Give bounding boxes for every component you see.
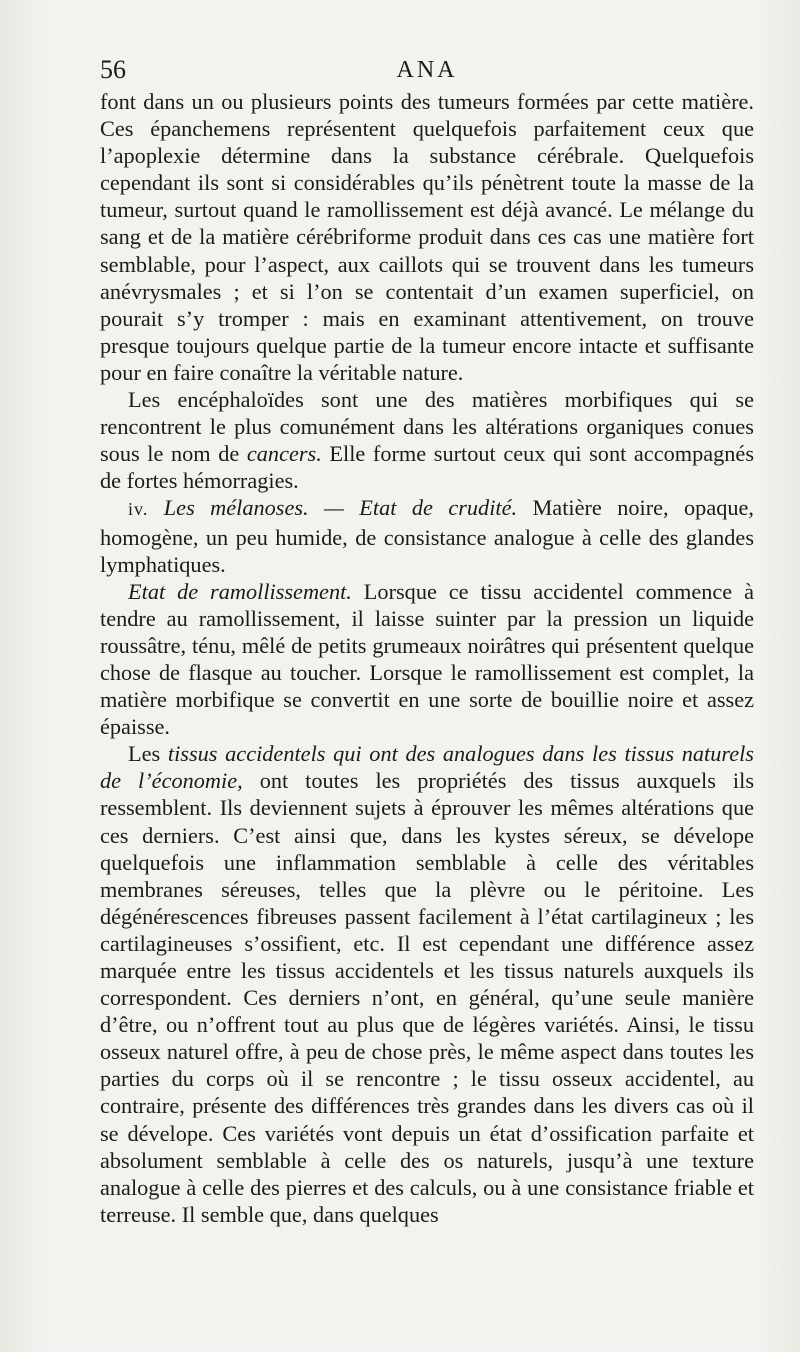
paragraph-5 — [100, 740, 754, 1228]
paragraph-3-italic: Les mélanoses. — Etat de crudité. — [163, 495, 518, 521]
paragraph-5-head: Les — [128, 741, 168, 767]
paragraph-2-italic: cancers. — [246, 441, 322, 467]
paragraph-4-italic: Etat de ramollissement. — [128, 578, 352, 604]
paragraph-1: font dans un ou plusieurs points des tumeurs formées par cette matière. Ces épanchemens représentent quelquefois parfaitement ceux que l’apoplexie détermine dans la substance cérébrale. Quelquefois cependant ils sont si considérables qu’ils pénètrent toute la masse de la tumeur, surtout quand le ramollissement est déjà avancé. Le mélange du sang et de la matière cérébriforme produit dans ces cas une matière fort semblable, pour l’aspect, aux caillots qui se trouvent dans les tumeurs anévrysmales ; et si l’on se contentait d’un examen superficiel, on pourait s’y tromper : mais en examinant attentivement, on trouve presque toujours quelque partie de la tumeur encore intacte et suffisante pour en faire conaître la véritable nature. — [100, 89, 754, 385]
paragraph-5-tail: ont toutes les propriétés des tissus auxquels ils ressemblent. Ils deviennent sujets à éprouver les mêmes altérations que ces derniers. C’est ainsi que, dans les kystes séreux, se dévelope quelquefois une inflammation semblable à celle des véritables membranes séreuses, telles que la plèvre ou le péritoine. Les dégénérescences fibreuses passent facilement à l’état cartilagineux ; les cartilagineuses s’ossifient, etc. Il est cependant une différence assez marquée entre les tissus accidentels et les tissus naturels auxquels ils correspondent. Ces derniers n’ont, en général, qu’une seule manière d’être, ou n’offrent tout au plus que de légères variétés. Ainsi, le tissu osseux naturel offre, à peu de chose près, le même aspect dans toutes les parties du corps où il se rencontre ; le tissu osseux accidentel, au contraire, présente des différences très grandes dans les divers cas où il se dévelope. Ces variétés vont depuis un état d’ossification parfaite et absolument semblable à celle des os naturels, jusqu’à une texture analogue à celle des pierres et des calculs, ou à une consistance friable et terreuse. Il semble que, dans quelques — [100, 768, 755, 1227]
page-number: 56 — [100, 55, 126, 84]
body-text — [100, 88, 754, 1228]
paragraph-2-text: Les encéphaloïdes sont une des matières morbifiques qui se rencontrent le plus comunément dans les altérations organiques conues sous le nom de — [100, 387, 754, 467]
section-numeral: iv. — [128, 499, 149, 520]
paragraph-5-italic: tissus accidentels qui ont des analogues dans les tissus naturels de l’économie, — [100, 741, 754, 794]
paragraph-2 — [100, 386, 754, 494]
paragraph-3 — [100, 494, 754, 577]
paragraph-3-tail: Matière noire, opaque, homogène, un peu humide, de consistance analogue à celle des glandes lymphatiques. — [100, 495, 754, 577]
running-head: ANA — [396, 57, 458, 83]
paragraph-4 — [100, 578, 754, 741]
paragraph-4-tail: Lorsque ce tissu accidentel commence à tendre au ramollissement, il laisse suinter par la pression un liquide roussâtre, ténu, mêlé de petits grumeaux noirâtres qui présentent quelque chose de flasque au toucher. Lorsque le ramollissement est complet, la matière morbifique se convertit en une sorte de bouillie noire et assez épaisse. — [100, 578, 754, 740]
page-header — [100, 54, 754, 86]
paragraph-2-tail: Elle forme surtout ceux qui sont accompagnés de fortes hémorragies. — [100, 441, 754, 494]
